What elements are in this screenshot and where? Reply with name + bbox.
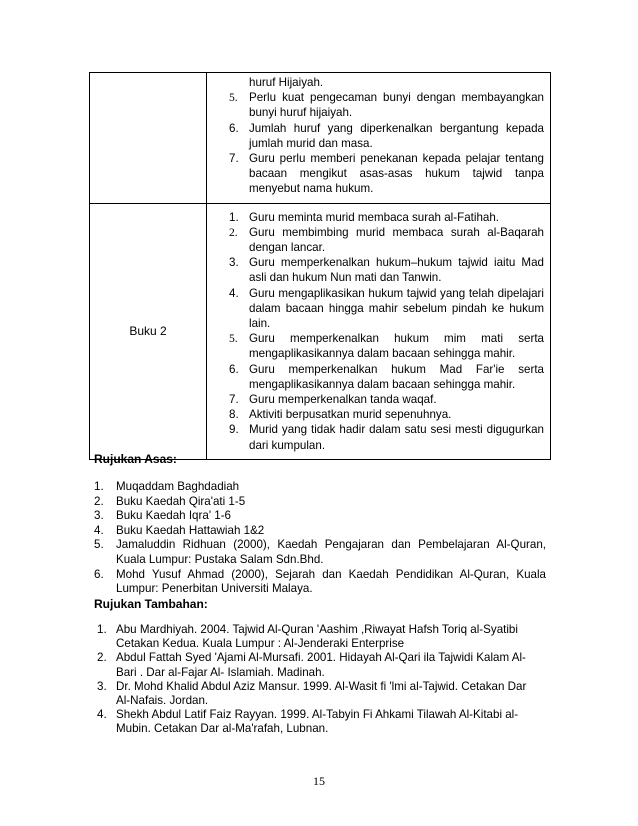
list-item-text: Mohd Yusuf Ahmad (2000), Sejarah dan Kaedah Pendidikan Al-Quran, Kuala Lumpur: Penerbitan Universiti Malaya.: [116, 567, 546, 596]
list-item-number: 2.: [229, 225, 238, 239]
table-row: [90, 203, 551, 459]
list-item: [213, 255, 544, 285]
list-item-text: Guru perlu memberi penekanan kepada pelajar tentang bacaan mengikut asas-asas hukum tajwid tanpa menyebut nama hukum.: [249, 152, 544, 196]
list-item-text: Guru memperkenalkan tanda waqaf.: [249, 393, 437, 407]
list-item: [94, 480, 546, 495]
list-item: [94, 538, 546, 567]
list-item-number: 6.: [94, 567, 104, 581]
book-label-cell: [90, 73, 207, 204]
list-item-text: Guru memperkenalkan hukum–hukum tajwid iaitu Mad asli dan hukum Nun mati dan Tanwin.: [249, 256, 544, 285]
steps-list: [213, 75, 544, 197]
steps-list: [213, 210, 544, 453]
list-item-number: 9.: [229, 423, 239, 437]
list-item-number: 6.: [229, 121, 239, 135]
list-item: [94, 568, 546, 597]
list-item: [213, 75, 544, 90]
list-item: [213, 392, 544, 407]
list-item-number: 1.: [229, 210, 239, 224]
list-item-text: Shekh Abdul Latif Faiz Rayyan. 1999. Al-Tabyin Fi Ahkami Tilawah Al-Kitabi al-Mubin. Cetakan Dar al-Ma'rafah, Lubnan.: [116, 708, 519, 736]
list-item: [213, 362, 544, 392]
list-item: [213, 90, 544, 120]
list-item: [94, 623, 534, 651]
list-item-number: 3.: [97, 679, 107, 693]
list-item-text: Guru mengaplikasikan hukum tajwid yang telah dipelajari dalam bacaan hingga mahir sebelum pindah ke hukum lain.: [249, 286, 544, 331]
list-item: [213, 225, 544, 255]
book-label: Buku 2: [129, 324, 167, 339]
list-item-text: Abdul Fattah Syed 'Ajami Al-Mursafi. 2001. Hidayah Al-Qari ila Tajwidi Kalam Al-Bari . Dar al-Fajar Al- Islamiah. Madinah.: [116, 651, 526, 679]
list-item-text: Guru meminta murid membaca surah al-Fatihah.: [249, 210, 500, 224]
list-item-number: 4.: [97, 708, 107, 722]
list-item: [213, 210, 544, 225]
list-item-number: 2.: [94, 494, 104, 508]
list-item-text: Guru memperkenalkan hukum mim mati serta mengaplikasikannya dalam bacaan sehingga mahir.: [249, 332, 544, 361]
page-number: 15: [313, 774, 325, 788]
list-item-number: 3.: [94, 509, 104, 523]
list-item-number: 5.: [229, 332, 238, 346]
list-item: [213, 422, 544, 452]
list-item: [213, 286, 544, 332]
list-item-text: Buku Kaedah Iqra' 1-6: [116, 509, 232, 523]
list-item-number: 2.: [97, 651, 107, 665]
steps-cell: [207, 73, 551, 204]
list-item-text: Buku Kaedah Hattawiah 1&2: [116, 523, 265, 537]
list-item-number: 3.: [229, 256, 239, 270]
list-item: [213, 151, 544, 197]
list-item-text: Murid yang tidak hadir dalam satu sesi mesti digugurkan dari kumpulan.: [249, 423, 544, 452]
list-item-number: 7.: [229, 152, 239, 166]
list-item-text: Perlu kuat pengecaman bunyi dengan membayangkan bunyi huruf hijaiyah.: [249, 91, 544, 120]
rujukan-tambahan-title: Rujukan Tambahan:: [94, 597, 208, 611]
rujukan-asas-title: Rujukan Asas:: [94, 452, 177, 466]
list-item: [94, 495, 546, 510]
list-item: [94, 708, 534, 736]
list-item-text: Dr. Mohd Khalid Abdul Aziz Mansur. 1999. Al-Wasit fi 'lmi al-Tajwid. Cetakan Dar Al-Nafais. Jordan.: [116, 679, 527, 708]
list-item-text: Aktiviti berpusatkan murid sepenuhnya.: [249, 408, 452, 422]
table-row: [90, 73, 551, 204]
list-item-number: 7.: [229, 393, 239, 407]
rujukan-tambahan-list: [94, 623, 534, 737]
list-item-text: Jamaluddin Ridhuan (2000), Kaedah Pengajaran dan Pembelajaran Al-Quran, Kuala Lumpur: Pustaka Salam Sdn.Bhd.: [116, 538, 546, 566]
method-table: [89, 72, 551, 460]
list-item-number: 6.: [229, 362, 239, 376]
list-item-number: 1.: [97, 623, 107, 636]
list-item-text: Jumlah huruf yang diperkenalkan bergantung kepada jumlah murid dan masa.: [249, 121, 544, 150]
list-item: [94, 524, 546, 539]
list-item: [213, 121, 544, 151]
list-item-text: Abu Mardhiyah. 2004. Tajwid Al-Quran 'Aashim ,Riwayat Hafsh Toriq al-Syatibi Cetakan Kedua. Kuala Lumpur : Al-Jenderaki Enterprise: [116, 623, 518, 651]
list-item-number: 5.: [94, 538, 104, 552]
list-item-number: 5.: [229, 91, 238, 105]
book-label-cell: [90, 203, 207, 459]
list-item-number: 1.: [94, 480, 104, 493]
list-item-number: 8.: [229, 408, 239, 422]
rujukan-asas-list: [94, 480, 546, 597]
list-item-text: Muqaddam Baghdadiah: [116, 480, 240, 493]
list-item: [213, 407, 544, 422]
list-item-text: Buku Kaedah Qira'ati 1-5: [116, 494, 246, 508]
list-item: [94, 509, 546, 524]
list-item-text: huruf Hijaiyah.: [249, 76, 324, 89]
list-item-number: 4.: [94, 523, 104, 537]
list-item: [94, 651, 534, 679]
list-item-number: 4.: [229, 286, 239, 300]
list-item-text: Guru memperkenalkan hukum Mad Far'ie serta mengaplikasikannya dalam bacaan sehingga mahir.: [249, 362, 544, 391]
list-item: [213, 331, 544, 361]
list-item-text: Guru membimbing murid membaca surah al-Baqarah dengan lancar.: [249, 225, 544, 255]
steps-cell: [207, 203, 551, 459]
list-item: [94, 680, 534, 708]
